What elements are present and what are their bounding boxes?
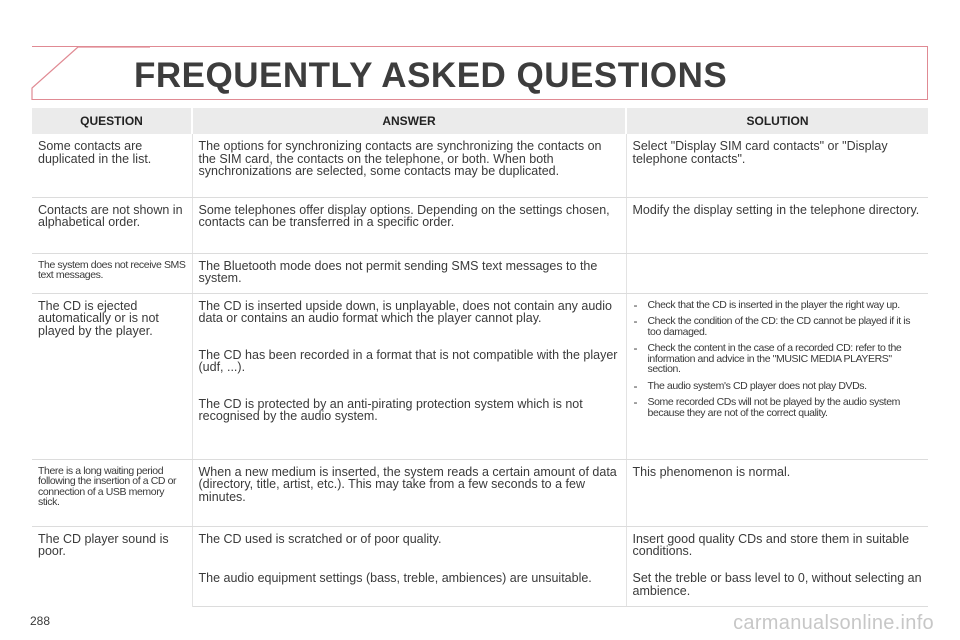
solution-cell: Set the treble or bass level to 0, without selecting an ambience. — [626, 566, 928, 606]
page-title: FREQUENTLY ASKED QUESTIONS — [134, 56, 728, 95]
table-row — [32, 197, 928, 253]
question-cell: The CD is ejected automatically or is not played by the player. — [32, 293, 192, 459]
page-number: 288 — [30, 614, 51, 628]
list-item: - Check the condition of the CD: the CD cannot be played if it is too damaged. — [633, 316, 923, 337]
solution-cell: This phenomenon is normal. — [626, 459, 928, 526]
question-cell: Some contacts are duplicated in the list. — [32, 134, 192, 197]
header-answer: ANSWER — [192, 108, 626, 134]
list-item: - Check that the CD is inserted in the player the right way up. — [633, 300, 923, 311]
solution-cell: Insert good quality CDs and store them in suitable conditions. — [632, 531, 910, 558]
table-row — [32, 134, 928, 197]
question-cell: The CD player sound is poor. — [32, 526, 192, 606]
answer-cell: When a new medium is inserted, the system reads a certain amount of data (directory, title, artist, etc.). This may take from a few seconds to a few minutes. — [192, 459, 626, 526]
question-cell: The system does not receive SMS text messages. — [32, 253, 192, 293]
table-row — [32, 526, 928, 566]
answer-cell: The CD used is scratched or of poor quality. — [192, 526, 626, 566]
corner-tab-decoration — [0, 0, 150, 100]
answer-paragraph: The CD has been recorded in a format that is not compatible with the player (udf, ...). — [198, 347, 618, 374]
answer-cell: The Bluetooth mode does not permit sending SMS text messages to the system. — [192, 253, 626, 293]
question-cell: Contacts are not shown in alphabetical order. — [32, 197, 192, 253]
table-row — [32, 459, 928, 526]
table-header-row — [32, 108, 928, 134]
solution-list — [633, 300, 923, 419]
list-item: - Some recorded CDs will not be played by the audio system because they are not of the correct quality. — [633, 397, 923, 418]
solution-cell: Select "Display SIM card contacts" or "Display telephone contacts". — [626, 134, 928, 197]
solution-cell — [626, 253, 928, 293]
solution-cell — [626, 293, 928, 459]
header-question: QUESTION — [32, 108, 192, 134]
answer-cell — [192, 293, 626, 459]
answer-cell: Some telephones offer display options. Depending on the settings chosen, contacts can be transferred in a specific order. — [192, 197, 626, 253]
answer-cell: The options for synchronizing contacts are synchronizing the contacts on the SIM card, the contacts on the telephone, or both. When both synchronizations are selected, some contacts may be duplicated. — [192, 134, 626, 197]
question-cell: There is a long waiting period following the insertion of a CD or connection of a USB memory stick. — [32, 459, 192, 526]
answer-paragraph: The CD is protected by an anti-pirating protection system which is not recognised by the audio system. — [198, 396, 583, 423]
table-row — [32, 253, 928, 293]
answer-paragraph: The CD is inserted upside down, is unplayable, does not contain any audio data or contains an audio format which the player cannot play. — [198, 298, 612, 325]
solution-cell: Modify the display setting in the telephone directory. — [626, 197, 928, 253]
table-row — [32, 293, 928, 459]
list-item: - Check the content in the case of a recorded CD: refer to the information and advice in the "MUSIC MEDIA PLAYERS" section. — [633, 343, 923, 375]
watermark: carmanualsonline.info — [733, 612, 934, 634]
list-item: - The audio system's CD player does not play DVDs. — [633, 381, 923, 392]
header-solution: SOLUTION — [626, 108, 928, 134]
faq-table — [32, 108, 928, 607]
answer-cell: The audio equipment settings (bass, treble, ambiences) are unsuitable. — [192, 566, 626, 606]
